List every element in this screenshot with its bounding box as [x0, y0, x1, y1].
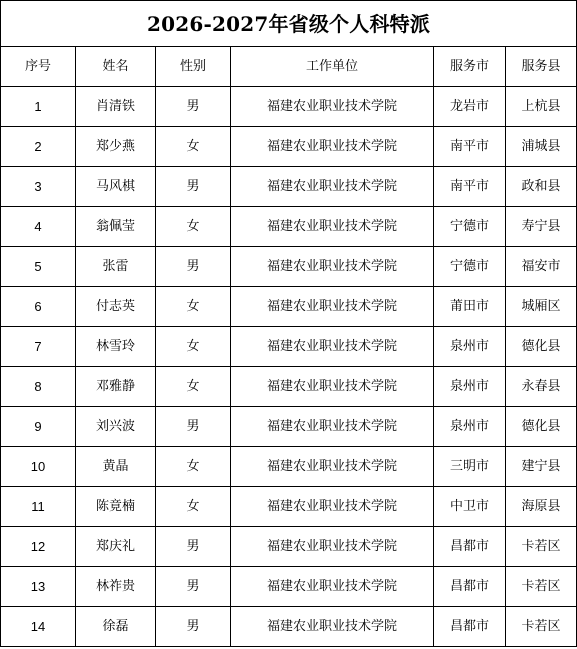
cell-city: 昌都市	[434, 607, 506, 647]
cell-name: 肖清铁	[76, 87, 156, 127]
cell-name: 林雪玲	[76, 327, 156, 367]
cell-no: 8	[1, 367, 76, 407]
cell-unit: 福建农业职业技术学院	[231, 127, 434, 167]
table-row	[1, 367, 577, 407]
header-unit: 工作单位	[231, 47, 434, 87]
cell-gender: 女	[156, 127, 231, 167]
table-row	[1, 527, 577, 567]
cell-unit: 福建农业职业技术学院	[231, 407, 434, 447]
cell-no: 3	[1, 167, 76, 207]
cell-county: 福安市	[506, 247, 577, 287]
cell-city: 三明市	[434, 447, 506, 487]
cell-city: 泉州市	[434, 327, 506, 367]
cell-unit: 福建农业职业技术学院	[231, 87, 434, 127]
cell-city: 龙岩市	[434, 87, 506, 127]
header-county: 服务县	[506, 47, 577, 87]
cell-no: 10	[1, 447, 76, 487]
cell-no: 14	[1, 607, 76, 647]
cell-no: 7	[1, 327, 76, 367]
cell-no: 11	[1, 487, 76, 527]
cell-county: 海原县	[506, 487, 577, 527]
cell-county: 德化县	[506, 407, 577, 447]
cell-county: 卡若区	[506, 567, 577, 607]
cell-county: 寿宁县	[506, 207, 577, 247]
cell-county: 德化县	[506, 327, 577, 367]
table-row	[1, 607, 577, 647]
cell-city: 南平市	[434, 127, 506, 167]
table-row	[1, 127, 577, 167]
cell-county: 政和县	[506, 167, 577, 207]
cell-county: 卡若区	[506, 607, 577, 647]
table-row	[1, 407, 577, 447]
cell-unit: 福建农业职业技术学院	[231, 367, 434, 407]
cell-county: 上杭县	[506, 87, 577, 127]
cell-name: 林祚贵	[76, 567, 156, 607]
table-row	[1, 487, 577, 527]
cell-no: 2	[1, 127, 76, 167]
cell-name: 陈竟楠	[76, 487, 156, 527]
cell-name: 马风棋	[76, 167, 156, 207]
cell-gender: 男	[156, 407, 231, 447]
table-row	[1, 207, 577, 247]
header-name: 姓名	[76, 47, 156, 87]
cell-city: 泉州市	[434, 407, 506, 447]
table-row	[1, 447, 577, 487]
table-row	[1, 287, 577, 327]
cell-name: 刘兴波	[76, 407, 156, 447]
cell-city: 宁德市	[434, 207, 506, 247]
cell-gender: 男	[156, 167, 231, 207]
cell-unit: 福建农业职业技术学院	[231, 207, 434, 247]
cell-city: 中卫市	[434, 487, 506, 527]
cell-no: 13	[1, 567, 76, 607]
cell-gender: 男	[156, 87, 231, 127]
cell-county: 浦城县	[506, 127, 577, 167]
cell-county: 城厢区	[506, 287, 577, 327]
cell-gender: 女	[156, 447, 231, 487]
cell-gender: 女	[156, 327, 231, 367]
cell-name: 郑庆礼	[76, 527, 156, 567]
cell-unit: 福建农业职业技术学院	[231, 527, 434, 567]
cell-gender: 男	[156, 607, 231, 647]
cell-name: 付志英	[76, 287, 156, 327]
cell-city: 南平市	[434, 167, 506, 207]
header-gender: 性别	[156, 47, 231, 87]
title-row	[1, 1, 577, 47]
table-title: 2026-2027年省级个人科特派	[1, 1, 577, 47]
cell-unit: 福建农业职业技术学院	[231, 167, 434, 207]
header-city: 服务市	[434, 47, 506, 87]
cell-city: 宁德市	[434, 247, 506, 287]
table-row	[1, 327, 577, 367]
cell-no: 1	[1, 87, 76, 127]
cell-unit: 福建农业职业技术学院	[231, 567, 434, 607]
cell-city: 泉州市	[434, 367, 506, 407]
cell-no: 5	[1, 247, 76, 287]
table-row	[1, 567, 577, 607]
cell-name: 徐磊	[76, 607, 156, 647]
cell-name: 张雷	[76, 247, 156, 287]
header-row	[1, 47, 577, 87]
cell-unit: 福建农业职业技术学院	[231, 607, 434, 647]
cell-unit: 福建农业职业技术学院	[231, 247, 434, 287]
cell-no: 9	[1, 407, 76, 447]
cell-county: 卡若区	[506, 527, 577, 567]
cell-city: 昌都市	[434, 527, 506, 567]
cell-name: 邓雅静	[76, 367, 156, 407]
table-row	[1, 167, 577, 207]
cell-gender: 男	[156, 247, 231, 287]
cell-city: 昌都市	[434, 567, 506, 607]
table-row	[1, 247, 577, 287]
cell-unit: 福建农业职业技术学院	[231, 287, 434, 327]
cell-gender: 女	[156, 207, 231, 247]
cell-gender: 男	[156, 567, 231, 607]
cell-name: 黄晶	[76, 447, 156, 487]
header-no: 序号	[1, 47, 76, 87]
cell-unit: 福建农业职业技术学院	[231, 327, 434, 367]
cell-county: 永春县	[506, 367, 577, 407]
table-row	[1, 87, 577, 127]
cell-gender: 男	[156, 527, 231, 567]
cell-gender: 女	[156, 287, 231, 327]
cell-no: 6	[1, 287, 76, 327]
cell-name: 郑少燕	[76, 127, 156, 167]
cell-gender: 女	[156, 367, 231, 407]
cell-county: 建宁县	[506, 447, 577, 487]
table-body	[1, 87, 577, 647]
cell-unit: 福建农业职业技术学院	[231, 447, 434, 487]
cell-no: 12	[1, 527, 76, 567]
cell-no: 4	[1, 207, 76, 247]
cell-name: 翁佩莹	[76, 207, 156, 247]
cell-city: 莆田市	[434, 287, 506, 327]
cell-unit: 福建农业职业技术学院	[231, 487, 434, 527]
cell-gender: 女	[156, 487, 231, 527]
